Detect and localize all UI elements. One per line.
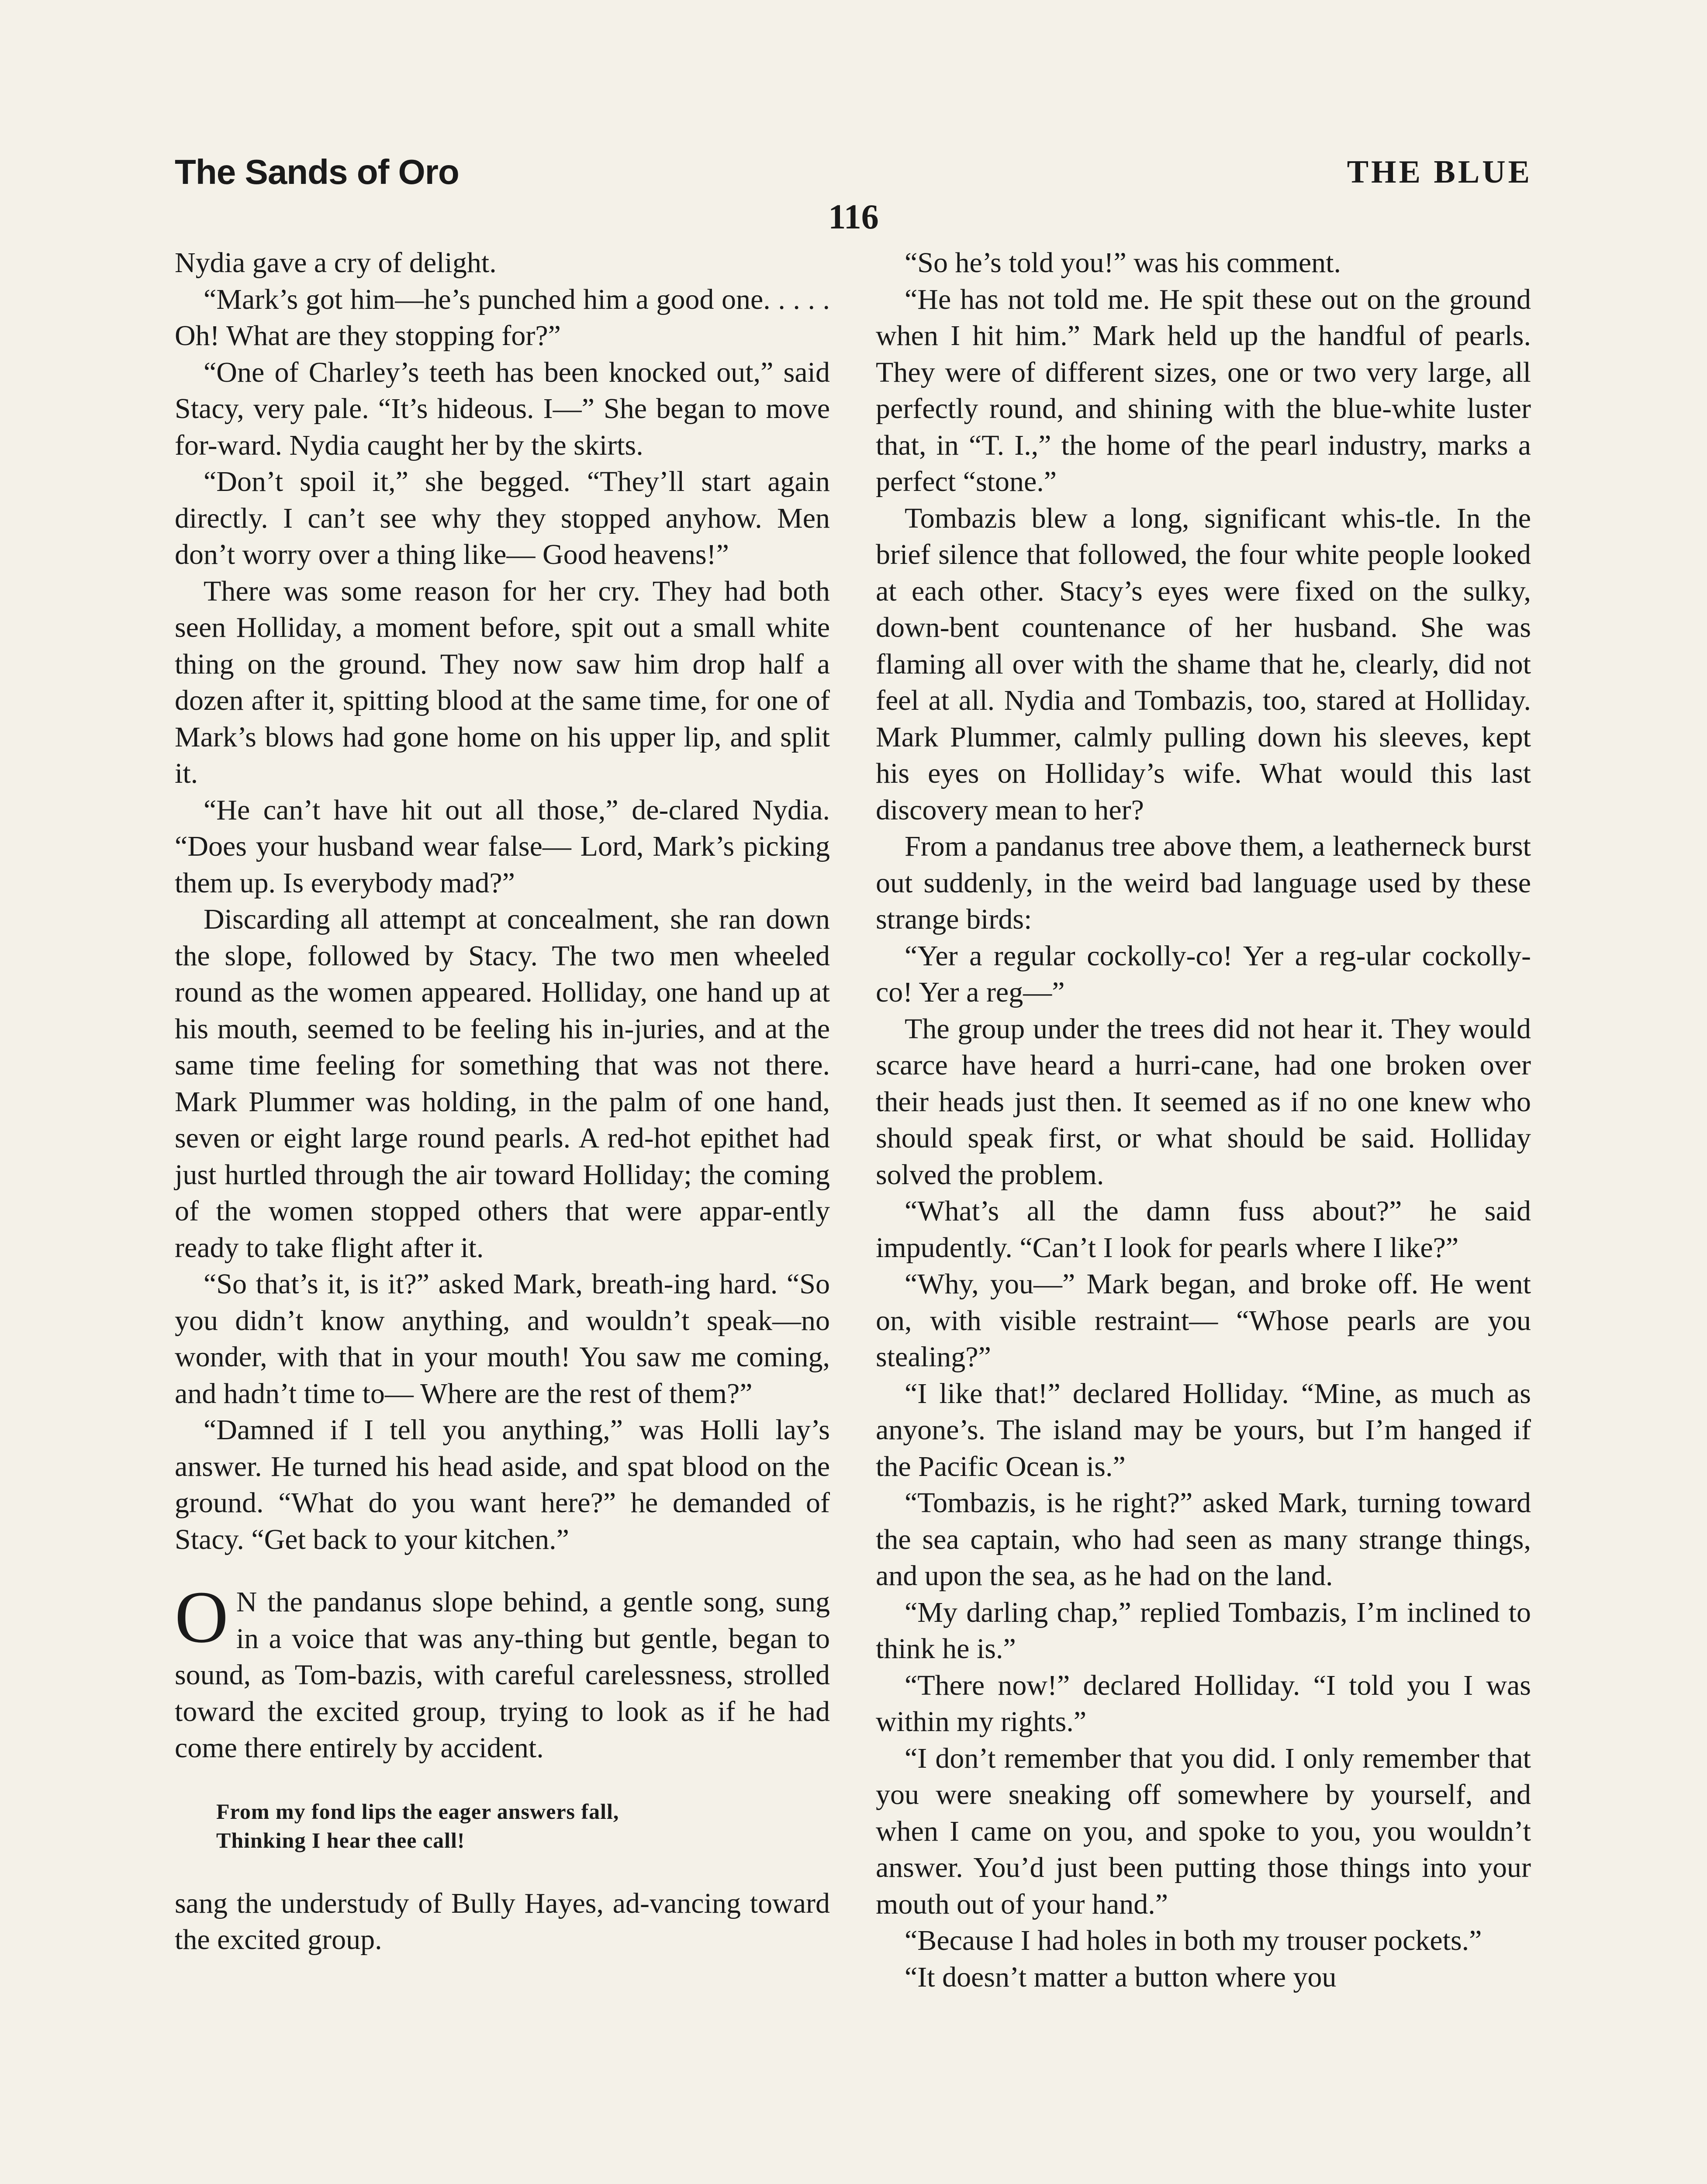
paragraph: “Tombazis, is he right?” asked Mark, turning toward the sea captain, who had seen as many strange things, and upon the sea, as he had on the land. bbox=[876, 1487, 1531, 1592]
paragraph: “Because I had holes in both my trouser pockets.” bbox=[905, 1925, 1482, 1956]
paragraph: “Yer a regular cockolly-co! Yer a reg-ular cockolly-co! Yer a reg—” bbox=[876, 940, 1531, 1008]
paragraph: “Don’t spoil it,” she begged. “They’ll start again directly. I can’t see why they stopped anyhow. Men don’t worry over a thing like— Good heavens!” bbox=[175, 466, 830, 570]
song-verse bbox=[175, 1797, 830, 1855]
paragraph: Nydia gave a cry of delight. bbox=[175, 247, 497, 279]
paragraph: sang the understudy of Bully Hayes, ad-vancing toward the excited group. bbox=[175, 1887, 830, 1956]
paragraph: “Why, you—” Mark began, and broke off. He went on, with visible restraint— “Whose pearls are you stealing?” bbox=[876, 1268, 1531, 1373]
paragraph: “There now!” declared Holliday. “I told you I was within my rights.” bbox=[876, 1669, 1531, 1738]
paragraph: “What’s all the damn fuss about?” he said impudently. “Can’t I look for pearls where I like?” bbox=[876, 1195, 1531, 1264]
running-head-story-title: The Sands of Oro bbox=[175, 152, 459, 191]
paragraph: “My darling chap,” replied Tombazis, I’m inclined to think he is.” bbox=[876, 1596, 1531, 1665]
paragraph: Tombazis blew a long, significant whis-tle. In the brief silence that followed, the four white people looked at each other. Stacy’s eyes were fixed on the sulky, down-bent countenance of her husband. She was flaming all over with the shame that he, clearly, did not feel at all. Nydia and Tombazis, too, stared at Holliday. Mark Plummer, calmly pulling down his sleeves, kept his eyes on Holliday’s wife. What would this last discovery mean to her? bbox=[876, 502, 1531, 826]
paragraph: “So he’s told you!” was his comment. bbox=[905, 247, 1341, 279]
paragraph: “I don’t remember that you did. I only remember that you were sneaking off somewhere by yourself, and when I came on you, and spoke to you, you wouldn’t answer. You’d just been putting those things into your mouth out of your hand.” bbox=[876, 1742, 1531, 1920]
right-column bbox=[876, 245, 1531, 1995]
left-column bbox=[175, 245, 830, 1958]
drop-cap: O bbox=[175, 1576, 228, 1658]
paragraph: “He has not told me. He spit these out on the ground when I hit him.” Mark held up the handful of pearls. They were of different sizes, one or two very large, all perfectly round, and shining with the blue-white luster that, in “T. I.,” the home of the pearl industry, marks a perfect “stone.” bbox=[876, 283, 1531, 498]
paragraph: “So that’s it, is it?” asked Mark, breath-ing hard. “So you didn’t know anything, and wouldn’t speak—no wonder, with that in your mouth! You saw me coming, and hadn’t time to— Where are the rest of them?” bbox=[175, 1268, 830, 1410]
paragraph: There was some reason for her cry. They had both seen Holliday, a moment before, spit out a small white thing on the ground. They now saw him drop half a dozen after it, spitting blood at the same time, for one of Mark’s blows had gone home on his upper lip, and split it. bbox=[175, 575, 830, 789]
paragraph: “Mark’s got him—he’s punched him a good one. . . . . Oh! What are they stopping for?” bbox=[175, 283, 830, 352]
section-text: N the pandanus slope behind, a gentle song, sung in a voice that was any-thing but gentle, began to sound, as Tom-bazis, with careful carelessness, strolled toward the excited group, trying to look as if he had come there entirely by accident. bbox=[175, 1586, 830, 1764]
paragraph: The group under the trees did not hear it. They would scarce have heard a hurri-cane, had one broken over their heads just then. It seemed as if no one knew who should speak first, or what should be said. Holliday solved the problem. bbox=[876, 1013, 1531, 1191]
section-opening-paragraph bbox=[175, 1576, 830, 1766]
paragraph: “It doesn’t matter a button where you bbox=[905, 1961, 1337, 1993]
paragraph: “I like that!” declared Holliday. “Mine, as much as anyone’s. The island may be yours, but I’m hanged if the Pacific Ocean is.” bbox=[876, 1377, 1531, 1482]
running-head-magazine-title: THE BLUE bbox=[1347, 154, 1532, 190]
paragraph: “One of Charley’s teeth has been knocked out,” said Stacy, very pale. “It’s hideous. I—” She began to move for-ward. Nydia caught her by the skirts. bbox=[175, 356, 830, 461]
verse-line: From my fond lips the eager answers fall, bbox=[216, 1799, 619, 1824]
paragraph: “Damned if I tell you anything,” was Holli lay’s answer. He turned his head aside, and spat blood on the ground. “What do you want here?” he demanded of Stacy. “Get back to your kitchen.” bbox=[175, 1414, 830, 1555]
page-number: 116 bbox=[828, 198, 879, 236]
paragraph: Discarding all attempt at concealment, she ran down the slope, followed by Stacy. The two men wheeled round as the women appeared. Holliday, one hand up at his mouth, seemed to be feeling his in-juries, and at the same time feeling for something that was not there. Mark Plummer was holding, in the palm of one hand, seven or eight large round pearls. A red-hot epithet had just hurtled through the air toward Holliday; the coming of the women stopped others that were appar-ently ready to take flight after it. bbox=[175, 903, 830, 1264]
verse-line: Thinking I hear thee call! bbox=[216, 1828, 465, 1852]
paragraph: “He can’t have hit out all those,” de-clared Nydia. “Does your husband wear false— Lord, Mark’s picking them up. Is everybody mad?” bbox=[175, 794, 830, 899]
paragraph: From a pandanus tree above them, a leatherneck burst out suddenly, in the weird bad language used by these strange birds: bbox=[876, 830, 1531, 935]
